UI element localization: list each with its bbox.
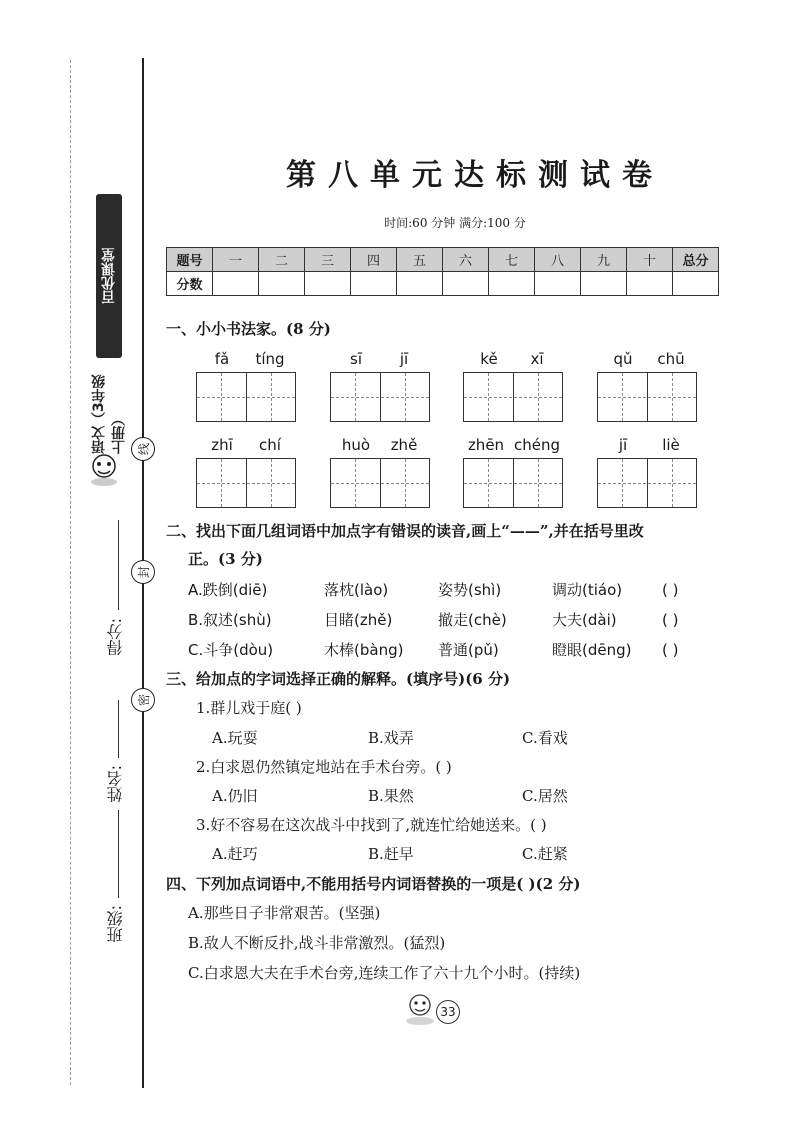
pinyin-syllable: xī bbox=[530, 350, 544, 368]
pinyin-label bbox=[196, 350, 296, 368]
pinyin-syllable: liè bbox=[662, 436, 680, 454]
section4-option-c: C.白求恩大夫在手术台旁,连续工作了六十九个小时。(持续) bbox=[188, 964, 581, 982]
score-cell[interactable] bbox=[673, 272, 719, 296]
word-item: B.叙述(shù) bbox=[188, 611, 272, 629]
word-item: C.斗争(dòu) bbox=[188, 641, 274, 659]
writing-grid[interactable] bbox=[597, 372, 697, 422]
choice-option: B.赶早 bbox=[368, 845, 414, 863]
section2-option-c bbox=[188, 639, 678, 660]
section3-question-3: 3.好不容易在这次战斗中找到了,就连忙给她送来。( ) bbox=[196, 816, 547, 834]
score-cell[interactable] bbox=[443, 272, 489, 296]
pinyin-syllable: chéng bbox=[513, 436, 560, 454]
answer-paren[interactable]: ( ) bbox=[662, 611, 679, 629]
exam-meta: 时间:60 分钟 满分:100 分 bbox=[384, 216, 526, 230]
score-table-header: 二 bbox=[259, 248, 305, 272]
score-table-header: 三 bbox=[305, 248, 351, 272]
score-field-label: 得分: bbox=[106, 618, 125, 656]
pinyin-label bbox=[463, 436, 567, 454]
writing-grid[interactable] bbox=[463, 458, 563, 508]
score-cell[interactable] bbox=[397, 272, 443, 296]
word-item: 撤走(chè) bbox=[438, 611, 507, 629]
word-item: 瞪眼(dēng) bbox=[552, 641, 632, 659]
score-cell[interactable] bbox=[581, 272, 627, 296]
section3-options-1 bbox=[212, 727, 568, 748]
score-cell[interactable] bbox=[627, 272, 673, 296]
class-fill-line bbox=[118, 810, 119, 898]
writing-grid[interactable] bbox=[330, 372, 430, 422]
score-table-header: 四 bbox=[351, 248, 397, 272]
choice-option: C.居然 bbox=[522, 787, 568, 805]
pinyin-syllable: qǔ bbox=[613, 350, 633, 368]
seal-mark-feng: 封 bbox=[131, 560, 155, 584]
score-table bbox=[166, 247, 719, 296]
name-fill-line bbox=[118, 700, 119, 758]
word-item: 姿势(shì) bbox=[438, 581, 502, 599]
word-item: A.跌倒(diē) bbox=[188, 581, 268, 599]
pinyin-syllable: jī bbox=[618, 436, 628, 454]
class-field-label: 班级: bbox=[106, 905, 125, 943]
word-item: 木棒(bàng) bbox=[324, 641, 404, 659]
score-table-header: 五 bbox=[397, 248, 443, 272]
choice-option: C.看戏 bbox=[522, 729, 568, 747]
word-item: 普通(pǔ) bbox=[438, 641, 499, 659]
section4-option-a: A.那些日子非常艰苦。(坚强) bbox=[188, 904, 381, 922]
section2-heading: 二、找出下面几组词语中加点字有错误的读音,画上“——”,并在括号里改 bbox=[166, 522, 644, 540]
word-item: 大夫(dài) bbox=[552, 611, 617, 629]
pinyin-syllable: jī bbox=[399, 350, 409, 368]
writing-grid[interactable] bbox=[463, 372, 563, 422]
pinyin-label bbox=[463, 350, 563, 368]
score-table-header: 九 bbox=[581, 248, 627, 272]
writing-grid[interactable] bbox=[330, 458, 430, 508]
section2-option-a bbox=[188, 579, 678, 600]
answer-paren[interactable]: ( ) bbox=[662, 581, 679, 599]
writing-grid[interactable] bbox=[597, 458, 697, 508]
section2-option-b bbox=[188, 609, 678, 630]
pinyin-label bbox=[330, 436, 430, 454]
pinyin-label bbox=[597, 350, 697, 368]
pinyin-syllable: chí bbox=[259, 436, 281, 454]
section3-options-3 bbox=[212, 843, 568, 864]
choice-option: A.仍旧 bbox=[212, 787, 258, 805]
score-row-label: 分数 bbox=[167, 272, 213, 296]
choice-option: B.果然 bbox=[368, 787, 414, 805]
choice-option: A.赶巧 bbox=[212, 845, 258, 863]
word-item: 调动(tiáo) bbox=[552, 581, 623, 599]
answer-paren[interactable]: ( ) bbox=[662, 641, 679, 659]
score-table-header: 六 bbox=[443, 248, 489, 272]
choice-option: B.戏弄 bbox=[368, 729, 414, 747]
pinyin-syllable: chū bbox=[657, 350, 685, 368]
section3-question-1: 1.群儿戏于庭( ) bbox=[196, 699, 302, 717]
score-table-header: 题号 bbox=[167, 248, 213, 272]
score-cell[interactable] bbox=[351, 272, 397, 296]
score-cell[interactable] bbox=[489, 272, 535, 296]
mascot-icon bbox=[84, 448, 124, 488]
section2-heading-cont: 正。(3 分) bbox=[188, 550, 263, 568]
section4-option-b: B.敌人不断反扑,战斗非常激烈。(猛烈) bbox=[188, 934, 446, 952]
score-table-header: 总分 bbox=[673, 248, 719, 272]
section3-question-2: 2.白求恩仍然镇定地站在手术台旁。( ) bbox=[196, 758, 452, 776]
word-item: 落枕(lào) bbox=[324, 581, 389, 599]
pinyin-syllable: huò bbox=[341, 436, 371, 454]
score-table-header: 七 bbox=[489, 248, 535, 272]
pinyin-label bbox=[597, 436, 697, 454]
choice-option: C.赶紧 bbox=[522, 845, 568, 863]
pinyin-syllable: fǎ bbox=[214, 350, 230, 368]
section4-heading: 四、下列加点词语中,不能用括号内词语替换的一项是( )(2 分) bbox=[166, 875, 581, 893]
score-cell[interactable] bbox=[305, 272, 351, 296]
brand-label: 百优课堂 bbox=[96, 194, 122, 358]
seal-mark-xian: 线 bbox=[131, 437, 155, 461]
score-cell[interactable] bbox=[535, 272, 581, 296]
writing-grid[interactable] bbox=[196, 458, 296, 508]
page-title: 第八单元达标测试卷 bbox=[286, 158, 664, 193]
word-item: 目睹(zhě) bbox=[324, 611, 393, 629]
score-table-header: 一 bbox=[213, 248, 259, 272]
pinyin-label bbox=[330, 350, 430, 368]
section1-heading: 一、小小书法家。(8 分) bbox=[166, 320, 331, 338]
section3-heading: 三、给加点的字词选择正确的解释。(填序号)(6 分) bbox=[166, 670, 511, 688]
page-number: 33 bbox=[436, 1000, 460, 1024]
pinyin-syllable: zhī bbox=[211, 436, 233, 454]
pinyin-syllable: zhě bbox=[390, 436, 418, 454]
score-table-header: 十 bbox=[627, 248, 673, 272]
score-cell[interactable] bbox=[213, 272, 259, 296]
pinyin-syllable: kě bbox=[480, 350, 498, 368]
score-cell[interactable] bbox=[259, 272, 305, 296]
section3-options-2 bbox=[212, 785, 568, 806]
pinyin-syllable: sī bbox=[350, 350, 362, 368]
score-fill-line bbox=[118, 520, 119, 610]
choice-option: A.玩耍 bbox=[212, 729, 258, 747]
subject-label: 语文（3年级上册） bbox=[91, 374, 127, 454]
seal-mark-mi: 密 bbox=[131, 688, 155, 712]
score-table-header: 八 bbox=[535, 248, 581, 272]
writing-grid[interactable] bbox=[196, 372, 296, 422]
pinyin-syllable: zhēn bbox=[467, 436, 505, 454]
name-field-label: 姓名: bbox=[106, 765, 125, 803]
pinyin-syllable: tíng bbox=[255, 350, 285, 368]
footer-mascot-icon bbox=[400, 990, 440, 1026]
pinyin-label bbox=[196, 436, 296, 454]
